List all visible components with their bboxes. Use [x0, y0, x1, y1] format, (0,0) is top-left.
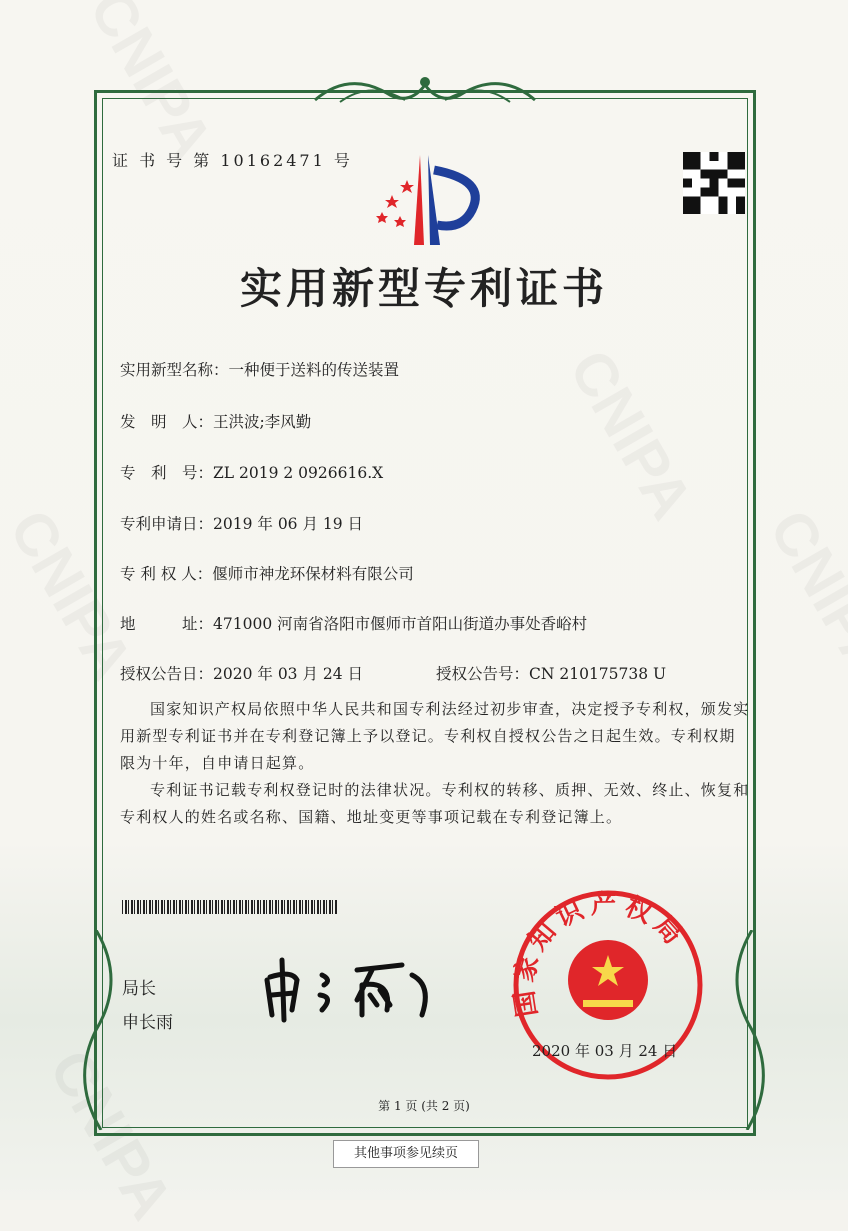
field-label: 专 利 权 人：: [120, 565, 213, 583]
director-name: 申长雨: [122, 1013, 173, 1033]
field-label: 地 址：: [120, 615, 214, 633]
field-label: 授权公告日：: [120, 665, 214, 683]
field-patentee: [120, 562, 414, 584]
field-value: CN 210175738 U: [529, 665, 667, 683]
certificate-body: [120, 696, 750, 831]
field-filing-date: [120, 512, 363, 534]
field-label: 实用新型名称：: [120, 361, 229, 379]
field-value: ZL 2019 2 0926616.X: [213, 464, 384, 482]
field-label: 授权公告号：: [436, 665, 530, 683]
signature-icon: [262, 955, 442, 1025]
seal-date: 2020 年 03 月 24 日: [532, 1042, 678, 1060]
field-value: 2019 年 06 月 19 日: [213, 515, 364, 533]
qr-code-icon: [683, 152, 745, 214]
field-grant-date: [120, 662, 363, 684]
director-block: [122, 972, 173, 1040]
field-value: 471000 河南省洛阳市偃师市首阳山街道办事处香峪村: [213, 615, 588, 633]
field-patent-number: [120, 461, 383, 483]
director-title: 局长: [122, 979, 156, 999]
field-label: 专 利 号：: [120, 464, 214, 482]
field-address: [120, 612, 587, 634]
field-inventor: [120, 410, 311, 432]
ornament-icon: [310, 70, 540, 110]
field-value: 2020 年 03 月 24 日: [213, 665, 364, 683]
barcode-icon: [122, 900, 337, 914]
cnipa-logo-icon: [362, 150, 492, 250]
field-grant-number: [436, 662, 666, 684]
page-number: 第 1 页 (共 2 页): [378, 1099, 470, 1113]
paragraph: 专利证书记载专利权登记时的法律状况。专利权的转移、质押、无效、终止、恢复和专利权人的姓名或名称、国籍、地址变更等事项记载在专利登记簿上。: [120, 781, 750, 826]
certificate-number: 证 书 号 第 10162471 号: [112, 151, 353, 170]
field-label: 发 明 人：: [120, 413, 214, 431]
field-label: 专利申请日：: [120, 515, 214, 533]
continued-note: 其他事项参见续页: [333, 1140, 479, 1168]
field-value: 偃师市神龙环保材料有限公司: [212, 565, 414, 583]
field-value: 一种便于送料的传送装置: [228, 361, 400, 379]
paragraph: 国家知识产权局依照中华人民共和国专利法经过初步审查，决定授予专利权，颁发实用新型专利证书并在专利登记簿上予以登记。专利权自授权公告之日起生效。专利权期限为十年，自申请日起算。: [120, 700, 750, 772]
seal-text: 国家知识产权局: [508, 889, 692, 1019]
field-value: 王洪波;李风勤: [213, 413, 312, 431]
field-utility-model-name: [120, 358, 399, 380]
certificate-title: 实用新型专利证书: [239, 264, 608, 313]
